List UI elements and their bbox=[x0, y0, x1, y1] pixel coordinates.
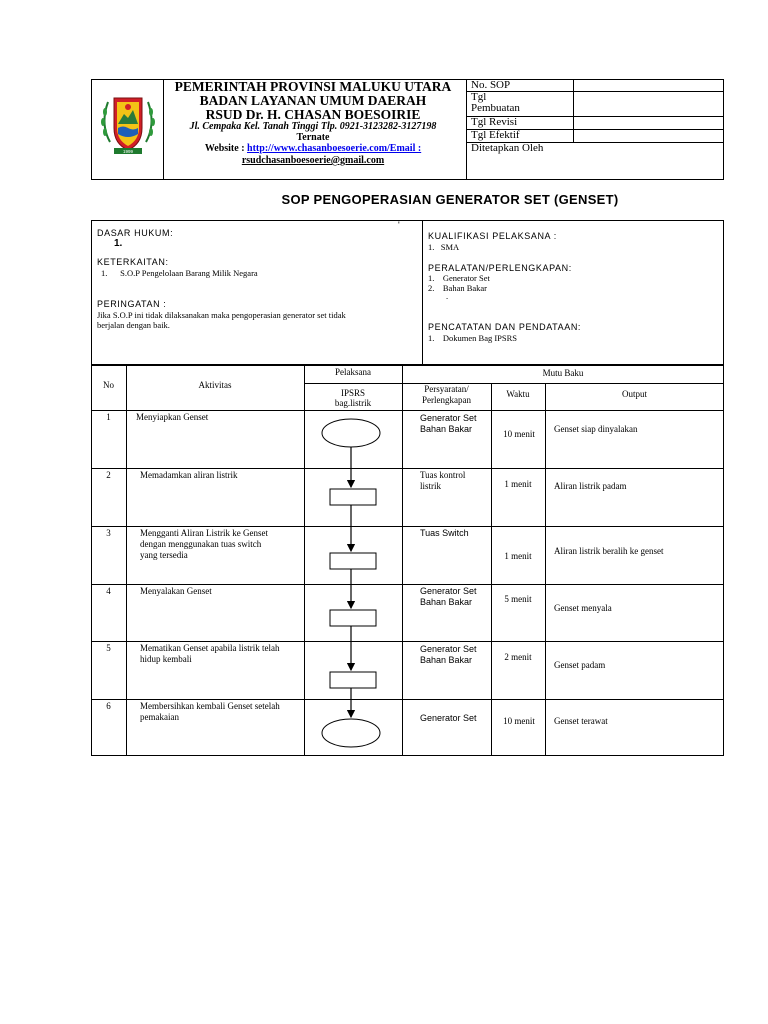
row-output: Genset terawat bbox=[554, 716, 608, 726]
col-header-ipsrs: IPSRS bbox=[340, 388, 366, 398]
row-no: 6 bbox=[106, 701, 111, 711]
website-link[interactable]: http://www.chasanboesoerie.com/Email : bbox=[247, 143, 422, 154]
row-persyaratan: Generator Set Bahan Bakar bbox=[420, 644, 477, 665]
flowchart bbox=[304, 410, 402, 756]
logo-year: 1999 bbox=[122, 149, 134, 154]
dasar-hukum-item: 1. bbox=[114, 238, 123, 249]
col-header-perlengkapan: Perlengkapan bbox=[422, 395, 471, 405]
row-output: Genset siap dinyalakan bbox=[554, 424, 638, 434]
peralatan-item: 1. Generator Set bbox=[428, 273, 490, 283]
row-aktivitas: Menyiapkan Genset bbox=[136, 412, 209, 422]
row-persyaratan: Generator Set bbox=[420, 713, 477, 723]
row-no: 2 bbox=[106, 470, 111, 480]
peringatan-line1: Jika S.O.P ini tidak dilaksanakan maka pengoperasian generator set tidak bbox=[97, 310, 346, 320]
col-line bbox=[491, 383, 492, 756]
row-persyaratan: Generator Set Bahan Bakar bbox=[420, 413, 477, 434]
col-header-pelaksana: Pelaksana bbox=[335, 367, 371, 377]
row-aktivitas: Menyalakan Genset bbox=[140, 586, 212, 596]
meta-ditetapkan: Ditetapkan Oleh bbox=[471, 142, 544, 154]
row-no: 4 bbox=[106, 586, 111, 596]
peralatan-item: . bbox=[446, 291, 449, 301]
row-persyaratan: Tuas Switch bbox=[420, 528, 469, 538]
pencatatan-item: 1. Dokumen Bag IPSRS bbox=[428, 333, 518, 343]
col-line bbox=[402, 365, 403, 756]
row-aktivitas: Mengganti Aliran Listrik ke Genset dengan menggunakan tuas switch yang tersedia bbox=[140, 528, 268, 560]
meta-no-sop: No. SOP bbox=[471, 79, 511, 91]
row-aktivitas: Memadamkan aliran listrik bbox=[140, 470, 238, 480]
row-waktu: 1 menit bbox=[504, 479, 532, 489]
row-no: 3 bbox=[106, 528, 111, 538]
flow-start-ellipse bbox=[322, 419, 380, 447]
col-header-persyaratan: Persyaratan/ bbox=[424, 384, 469, 394]
row-aktivitas: Mematikan Genset apabila listrik telah hidup kembali bbox=[140, 643, 280, 664]
hospital-logo bbox=[98, 90, 158, 156]
row-aktivitas: Membersihkan kembali Genset setelah pemakaian bbox=[140, 701, 280, 722]
col-header-mutu-baku: Mutu Baku bbox=[542, 368, 584, 378]
row-no: 1 bbox=[106, 412, 111, 422]
meta-tgl-pembuatan-1: Tgl bbox=[471, 91, 487, 103]
row-line bbox=[91, 468, 724, 469]
flow-end-ellipse bbox=[322, 719, 380, 747]
header-sub-line bbox=[304, 383, 724, 384]
col-header-output: Output bbox=[621, 389, 647, 399]
col-header-waktu: Waktu bbox=[506, 389, 530, 399]
col-line bbox=[126, 365, 127, 756]
header-hospital: RSUD Dr. H. CHASAN BOESOIRIE bbox=[205, 107, 421, 122]
row-persyaratan: Tuas kontrol listrik bbox=[420, 470, 466, 491]
row-line bbox=[91, 641, 724, 642]
row-line bbox=[91, 584, 724, 585]
row-line bbox=[91, 526, 724, 527]
peringatan-label: PERINGATAN : bbox=[97, 299, 167, 309]
header-province: PEMERINTAH PROVINSI MALUKU UTARA bbox=[174, 79, 452, 94]
row-line bbox=[91, 699, 724, 700]
peralatan-item: 2. Bahan Bakar bbox=[428, 283, 488, 293]
row-no: 5 bbox=[106, 643, 111, 653]
col-line bbox=[545, 383, 546, 756]
meta-tgl-efektif: Tgl Efektif bbox=[471, 129, 520, 141]
meta-row-line bbox=[466, 91, 724, 92]
peringatan-line2: berjalan dengan baik. bbox=[97, 320, 170, 330]
row-output: Genset padam bbox=[554, 660, 606, 670]
row-output: Aliran listrik padam bbox=[554, 481, 627, 491]
row-waktu: 1 menit bbox=[504, 551, 532, 561]
col-header-aktivitas: Aktivitas bbox=[198, 380, 232, 390]
header-city: Ternate bbox=[296, 132, 330, 143]
row-output: Genset menyala bbox=[554, 603, 612, 613]
keterkaitan-item: 1. S.O.P Pengelolaan Barang Milik Negara bbox=[101, 268, 258, 278]
flow-step-box bbox=[330, 489, 376, 505]
info-block bbox=[91, 220, 724, 365]
col-header-no: No bbox=[103, 380, 114, 390]
meta-tgl-revisi: Tgl Revisi bbox=[471, 116, 518, 128]
header-divider-meta-value bbox=[573, 79, 574, 142]
header-website bbox=[163, 143, 463, 155]
meta-tgl-pembuatan-2: Pembuatan bbox=[471, 102, 520, 114]
keterkaitan-label: KETERKAITAN: bbox=[97, 257, 169, 267]
info-divider bbox=[422, 220, 423, 365]
header-address: Jl. Cempaka Kel. Tanah Tinggi Tlp. 0921-3123282-3127198 bbox=[189, 121, 437, 132]
row-waktu: 10 menit bbox=[503, 429, 535, 439]
row-waktu: 10 menit bbox=[503, 716, 535, 726]
tick-mark: ' bbox=[398, 220, 400, 230]
header-email[interactable]: rsudchasanboesoerie@gmail.com bbox=[241, 155, 385, 166]
row-waktu: 2 menit bbox=[504, 652, 532, 662]
dasar-hukum-label: DASAR HUKUM: bbox=[97, 228, 174, 238]
pencatatan-label: PENCATATAN DAN PENDATAAN: bbox=[428, 322, 582, 332]
header-agency: BADAN LAYANAN UMUM DAERAH bbox=[199, 93, 427, 108]
flow-step-box bbox=[330, 610, 376, 626]
website-label: Website : bbox=[204, 143, 248, 154]
row-waktu: 5 menit bbox=[504, 594, 532, 604]
row-persyaratan: Generator Set Bahan Bakar bbox=[420, 586, 477, 607]
flow-step-box bbox=[330, 672, 376, 688]
peralatan-label: PERALATAN/PERLENGKAPAN: bbox=[428, 263, 572, 273]
flow-step-box bbox=[330, 553, 376, 569]
row-output: Aliran listrik beralih ke genset bbox=[554, 546, 664, 556]
kualifikasi-item: 1. SMA bbox=[428, 242, 460, 252]
row-line bbox=[91, 410, 724, 411]
page-title: SOP PENGOPERASIAN GENERATOR SET (GENSET) bbox=[281, 192, 619, 207]
col-header-bag-listrik: bag.listrik bbox=[334, 398, 372, 408]
kualifikasi-label: KUALIFIKASI PELAKSANA : bbox=[428, 231, 557, 241]
